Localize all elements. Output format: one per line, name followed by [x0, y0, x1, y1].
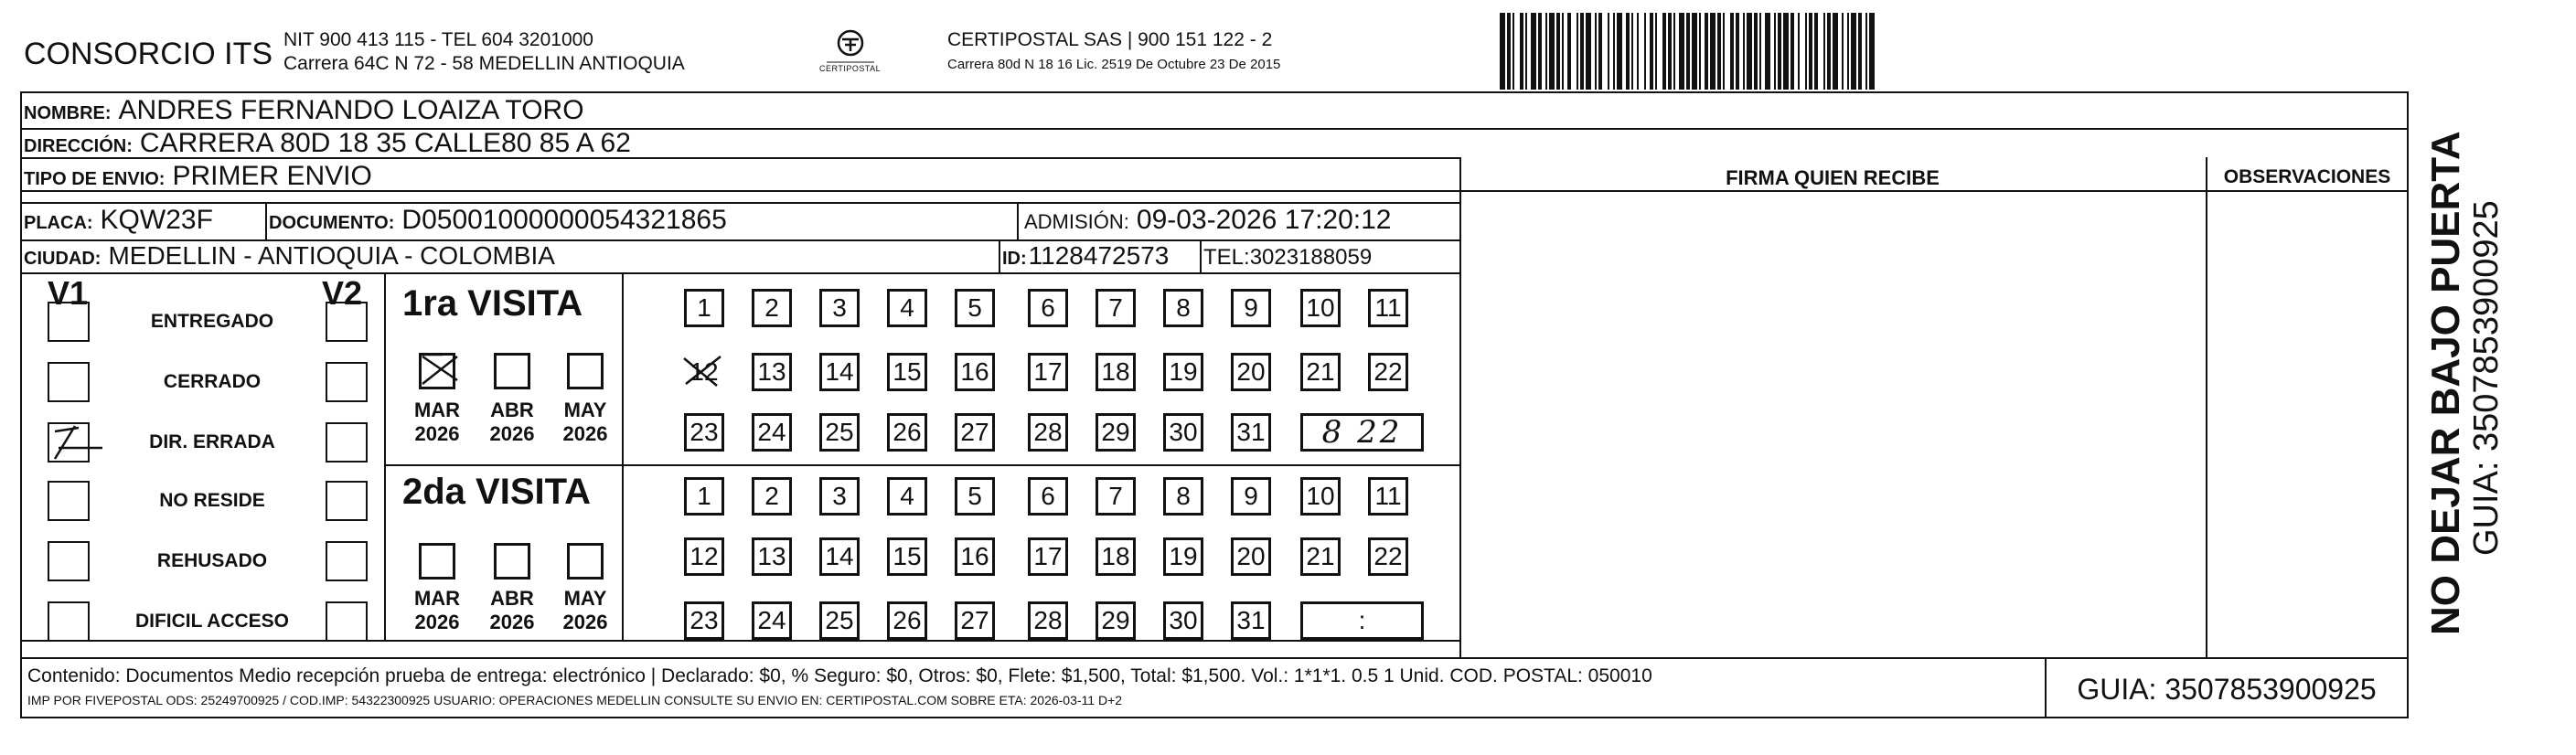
month-year: 2026: [414, 611, 460, 633]
v2-checkbox-4[interactable]: [326, 541, 368, 581]
visit1-day-box[interactable]: [1096, 413, 1136, 452]
visit1-day-box[interactable]: [752, 413, 792, 452]
day-number: 31: [1236, 606, 1266, 634]
side-vertical-text: [2414, 91, 2551, 640]
day-number: 11: [1374, 293, 1402, 322]
day-number: 24: [757, 418, 786, 446]
day-number: 14: [825, 357, 854, 386]
day-number: 7: [1108, 482, 1123, 510]
day-number: 5: [967, 293, 982, 322]
ciudad-label: CIUDAD:: [24, 249, 102, 269]
day-number: 23: [689, 606, 719, 634]
visit1-month-checkbox-0[interactable]: [419, 353, 455, 389]
admision-label: ADMISIÓN:: [1024, 210, 1129, 233]
side-line-1: NO DEJAR BAJO PUERTA: [2423, 131, 2468, 635]
day-number: 26: [893, 418, 922, 446]
visit2-day-box[interactable]: [955, 477, 995, 516]
day-number: 14: [825, 542, 854, 570]
visit1-day-box[interactable]: [1096, 289, 1136, 327]
day-number: 12: [689, 357, 719, 386]
day-number: 18: [1101, 357, 1130, 386]
visit2-day-box[interactable]: [1028, 537, 1068, 576]
visit2-day-box[interactable]: [955, 537, 995, 576]
visit2-day-box[interactable]: [752, 477, 792, 516]
visit1-day-box[interactable]: [1300, 289, 1341, 327]
documento-value: D05001000000054321865: [401, 205, 727, 235]
month-name: MAR: [413, 587, 461, 610]
visit2-day-box[interactable]: [1028, 601, 1068, 640]
documento-label: DOCUMENTO:: [269, 213, 395, 233]
visit2-day-box[interactable]: [1231, 601, 1271, 640]
visit2-day-box[interactable]: [752, 537, 792, 576]
v2-checkbox-3[interactable]: [326, 481, 368, 521]
status-label: DIFICIL ACCESO: [134, 611, 289, 632]
day-number: 18: [1101, 542, 1130, 570]
visit2-month-checkbox-1[interactable]: [494, 543, 530, 580]
day-number: 4: [900, 482, 914, 510]
visit2-day-box[interactable]: [1300, 537, 1341, 576]
visit2-day-box[interactable]: [1096, 601, 1136, 640]
day-number: 1: [697, 482, 711, 510]
logo-text: CERTIPOSTAL: [819, 64, 882, 73]
visit2-day-box[interactable]: [819, 477, 860, 516]
visit1-day-box[interactable]: [1096, 353, 1136, 391]
visit2-month-label: [558, 587, 613, 634]
visit1-day-box[interactable]: [819, 289, 860, 327]
day-number: 2: [764, 482, 779, 510]
visit2-month-label: [410, 587, 465, 634]
v2-checkbox-2[interactable]: [326, 422, 368, 463]
day-number: 7: [1108, 293, 1123, 322]
visit1-day-box[interactable]: [1368, 353, 1408, 391]
tipo-label: TIPO DE ENVIO:: [24, 169, 166, 189]
visit2-day-box[interactable]: [1096, 537, 1136, 576]
day-number: 26: [893, 606, 922, 634]
tipo-row: [24, 161, 372, 192]
status-label: ENTREGADO: [150, 311, 274, 332]
visit2-day-box[interactable]: [1028, 477, 1068, 516]
day-number: 29: [1101, 418, 1130, 446]
nit-line-1: NIT 900 413 115 - TEL 604 3201000: [283, 29, 593, 50]
observaciones-header: OBSERVACIONES: [2223, 166, 2391, 187]
day-number: 1: [697, 293, 711, 322]
ciudad-row: [24, 241, 555, 271]
day-number: 9: [1244, 293, 1258, 322]
month-year: 2026: [414, 422, 460, 445]
strike-mark-icon: [680, 351, 728, 391]
visit1-day-box[interactable]: [1163, 413, 1203, 452]
day-number: 25: [825, 418, 854, 446]
day-number: 29: [1101, 606, 1130, 634]
nit-line-2: Carrera 64C N 72 - 58 MEDELLIN ANTIOQUIA: [283, 53, 685, 74]
day-number: 23: [689, 418, 719, 446]
nombre-value: ANDRES FERNANDO LOAIZA TORO: [118, 95, 584, 125]
visit1-day-box[interactable]: [1368, 289, 1408, 327]
month-name: MAY: [563, 587, 607, 610]
day-number: 28: [1033, 418, 1063, 446]
visit2-day-box[interactable]: [1368, 477, 1408, 516]
tel-row: [1203, 245, 1372, 271]
documento-row: [269, 205, 727, 236]
visit1-day-box[interactable]: [1028, 413, 1068, 452]
day-number: 27: [960, 418, 989, 446]
day-number: 8: [1176, 293, 1191, 322]
id-value: 1128472573: [1028, 241, 1170, 270]
visit2-day-box[interactable]: [684, 601, 724, 640]
visit1-day-box[interactable]: [684, 289, 724, 327]
visit1-day-box[interactable]: [819, 353, 860, 391]
visit1-month-label: [410, 399, 465, 446]
day-number: 25: [825, 606, 854, 634]
visit2-day-box[interactable]: [1163, 601, 1203, 640]
visit2-title: 2da VISITA: [402, 472, 591, 512]
nombre-row: [24, 95, 584, 126]
v1-checkbox-2[interactable]: [48, 422, 90, 463]
month-year: 2026: [489, 422, 535, 445]
visit1-day-box[interactable]: [887, 289, 927, 327]
day-number: 30: [1169, 606, 1198, 634]
status-label: DIR. ERRADA: [149, 431, 275, 452]
day-number: 5: [967, 482, 982, 510]
placa-value: KQW23F: [100, 205, 213, 235]
month-name: ABR: [490, 399, 534, 421]
day-number: 13: [757, 542, 786, 570]
placa-row: [24, 205, 213, 236]
day-number: 4: [900, 293, 914, 322]
day-number: 6: [1041, 482, 1055, 510]
v1-checkbox-0[interactable]: [48, 302, 90, 342]
day-number: 21: [1306, 542, 1335, 570]
visit1-month-checkbox-1[interactable]: [494, 353, 530, 389]
visit1-day-box[interactable]: [752, 353, 792, 391]
v2-checkbox-5[interactable]: [326, 601, 368, 642]
visit1-day-box[interactable]: [1163, 289, 1203, 327]
day-number: 19: [1169, 357, 1198, 386]
visit2-day-box[interactable]: [1231, 537, 1271, 576]
day-number: 3: [832, 293, 847, 322]
visit2-day-box[interactable]: [887, 477, 927, 516]
day-number: 28: [1033, 606, 1063, 634]
ciudad-value: MEDELLIN - ANTIOQUIA - COLOMBIA: [108, 241, 555, 270]
visit1-month-label: [558, 399, 613, 446]
month-name: MAY: [563, 399, 607, 421]
visit1-time-box[interactable]: [1300, 413, 1424, 452]
day-number: 21: [1306, 357, 1335, 386]
visit2-day-box[interactable]: [819, 537, 860, 576]
firma-header: FIRMA QUIEN RECIBE: [1726, 166, 1940, 189]
day-number: 11: [1374, 482, 1402, 510]
nombre-label: NOMBRE:: [24, 103, 112, 123]
v1-checkbox-4[interactable]: [48, 541, 90, 581]
month-year: 2026: [562, 611, 608, 633]
visit2-day-box[interactable]: [1096, 477, 1136, 516]
tipo-value: PRIMER ENVIO: [172, 161, 372, 191]
day-number: 16: [960, 542, 989, 570]
day-number: 20: [1236, 357, 1266, 386]
day-number: 2: [764, 293, 779, 322]
visit2-month-checkbox-0[interactable]: [419, 543, 455, 580]
month-year: 2026: [562, 422, 608, 445]
day-number: 27: [960, 606, 989, 634]
visit1-time-handwritten: 8 22: [1321, 414, 1403, 451]
month-name: ABR: [490, 587, 534, 610]
visit1-day-box[interactable]: [955, 289, 995, 327]
day-number: 15: [893, 542, 922, 570]
visit1-day-box[interactable]: [1231, 289, 1271, 327]
footer-guia: GUIA: 3507853900925: [2077, 673, 2377, 706]
company-name: CONSORCIO ITS: [24, 37, 273, 71]
carrier-line-2: Carrera 80d N 18 16 Lic. 2519 De Octubre 23 De 2015: [947, 57, 1281, 72]
v1-checkbox-1[interactable]: [48, 362, 90, 402]
visit2-day-box[interactable]: [887, 537, 927, 576]
admision-value: 09-03-2026 17:20:12: [1136, 205, 1392, 235]
visit2-day-box[interactable]: [684, 537, 724, 576]
visit1-day-box[interactable]: [819, 413, 860, 452]
visit1-day-box[interactable]: [1231, 413, 1271, 452]
visit2-day-box[interactable]: [955, 601, 995, 640]
admision-row: [1024, 205, 1391, 236]
visit2-day-box[interactable]: [1163, 537, 1203, 576]
day-number: 22: [1374, 542, 1403, 570]
day-number: 10: [1306, 293, 1335, 322]
v2-checkbox-1[interactable]: [326, 362, 368, 402]
visit1-day-box[interactable]: [955, 413, 995, 452]
month-name: MAR: [413, 399, 461, 421]
day-number: 15: [893, 357, 922, 386]
day-number: 8: [1176, 482, 1191, 510]
direccion-row: [24, 128, 631, 159]
visit2-day-box[interactable]: [1163, 477, 1203, 516]
visit2-month-checkbox-2[interactable]: [567, 543, 604, 580]
day-number: 17: [1033, 542, 1063, 570]
v1-label: V1: [48, 274, 89, 312]
footer-line-2: IMP POR FIVEPOSTAL ODS: 25249700925 / COD.IMP: 54322300925 USUARIO: OPERACIONES MEDELLIN CONSULTE SU ENVIO EN: CERTIPOSTAL.COM SOBRE ETA: 2026-03-11 D+2: [27, 693, 1123, 707]
day-number: 20: [1236, 542, 1266, 570]
visit1-month-label: [485, 399, 540, 446]
day-number: 12: [689, 542, 719, 570]
id-row: [1002, 241, 1169, 271]
day-number: 13: [757, 357, 786, 386]
day-number: 19: [1169, 542, 1198, 570]
day-number: 22: [1374, 357, 1403, 386]
visit2-time-box[interactable]: [1300, 601, 1424, 640]
day-number: 10: [1306, 482, 1335, 510]
status-label: NO RESIDE: [159, 490, 265, 511]
check-mark-icon: [48, 422, 102, 463]
month-year: 2026: [489, 611, 535, 633]
visit2-day-box[interactable]: [1300, 477, 1341, 516]
barcode: [1500, 13, 2222, 90]
tel-value: 3023188059: [1249, 245, 1373, 270]
day-number: 6: [1041, 293, 1055, 322]
day-number: 30: [1169, 418, 1198, 446]
placa-label: PLACA:: [24, 213, 93, 233]
header: [0, 0, 2576, 91]
visit2-day-box[interactable]: [1368, 537, 1408, 576]
tel-label: TEL:: [1203, 245, 1250, 270]
v2-label: V2: [322, 274, 363, 312]
status-label: CERRADO: [163, 371, 262, 392]
visit1-day-box[interactable]: [887, 413, 927, 452]
day-number: 3: [832, 482, 847, 510]
visit2-day-box[interactable]: [1231, 477, 1271, 516]
visit1-day-box[interactable]: [684, 413, 724, 452]
direccion-label: DIRECCIÓN:: [24, 136, 133, 156]
day-number: 17: [1033, 357, 1063, 386]
visit1-day-box[interactable]: [1300, 353, 1341, 391]
side-line-2: GUIA: 3507853900925: [2467, 200, 2506, 556]
visit1-day-box[interactable]: [1231, 353, 1271, 391]
visit1-title: 1ra VISITA: [402, 283, 583, 324]
cross-mark-icon: [419, 353, 465, 391]
visit1-day-box[interactable]: [1028, 353, 1068, 391]
status-label: REHUSADO: [156, 550, 268, 571]
id-label: ID:: [1002, 249, 1027, 269]
visit2-day-box[interactable]: [887, 601, 927, 640]
day-number: 9: [1244, 482, 1258, 510]
visit2-day-box[interactable]: [819, 601, 860, 640]
visit1-day-box[interactable]: [955, 353, 995, 391]
visit1-day-box[interactable]: [1028, 289, 1068, 327]
day-number: 16: [960, 357, 989, 386]
visit1-day-box[interactable]: [752, 289, 792, 327]
visit1-day-box[interactable]: [887, 353, 927, 391]
visit2-day-box[interactable]: [684, 477, 724, 516]
v2-checkbox-0[interactable]: [326, 302, 368, 342]
visit2-month-label: [485, 587, 540, 634]
direccion-value: CARRERA 80D 18 35 CALLE80 85 A 62: [139, 128, 631, 158]
visit2-time-placeholder: :: [1358, 606, 1366, 634]
day-number: 24: [757, 606, 786, 634]
visit1-day-box[interactable]: [1163, 353, 1203, 391]
visit2-day-box[interactable]: [752, 601, 792, 640]
v1-checkbox-5[interactable]: [48, 601, 90, 642]
visit1-month-checkbox-2[interactable]: [567, 353, 604, 389]
carrier-line-1: CERTIPOSTAL SAS | 900 151 122 - 2: [947, 29, 1273, 50]
visit1-day-box[interactable]: [684, 353, 724, 391]
day-number: 31: [1236, 418, 1266, 446]
footer-line-1: Contenido: Documentos Medio recepción prueba de entrega: electrónico | Declarado: $0, % Seguro: $0, Otros: $0, Flete: $1,500, Total: $1,500. Vol.: 1*1*1. 0.5 1 Unid. COD. POSTAL: 050010: [27, 665, 1652, 686]
v1-checkbox-3[interactable]: [48, 481, 90, 521]
